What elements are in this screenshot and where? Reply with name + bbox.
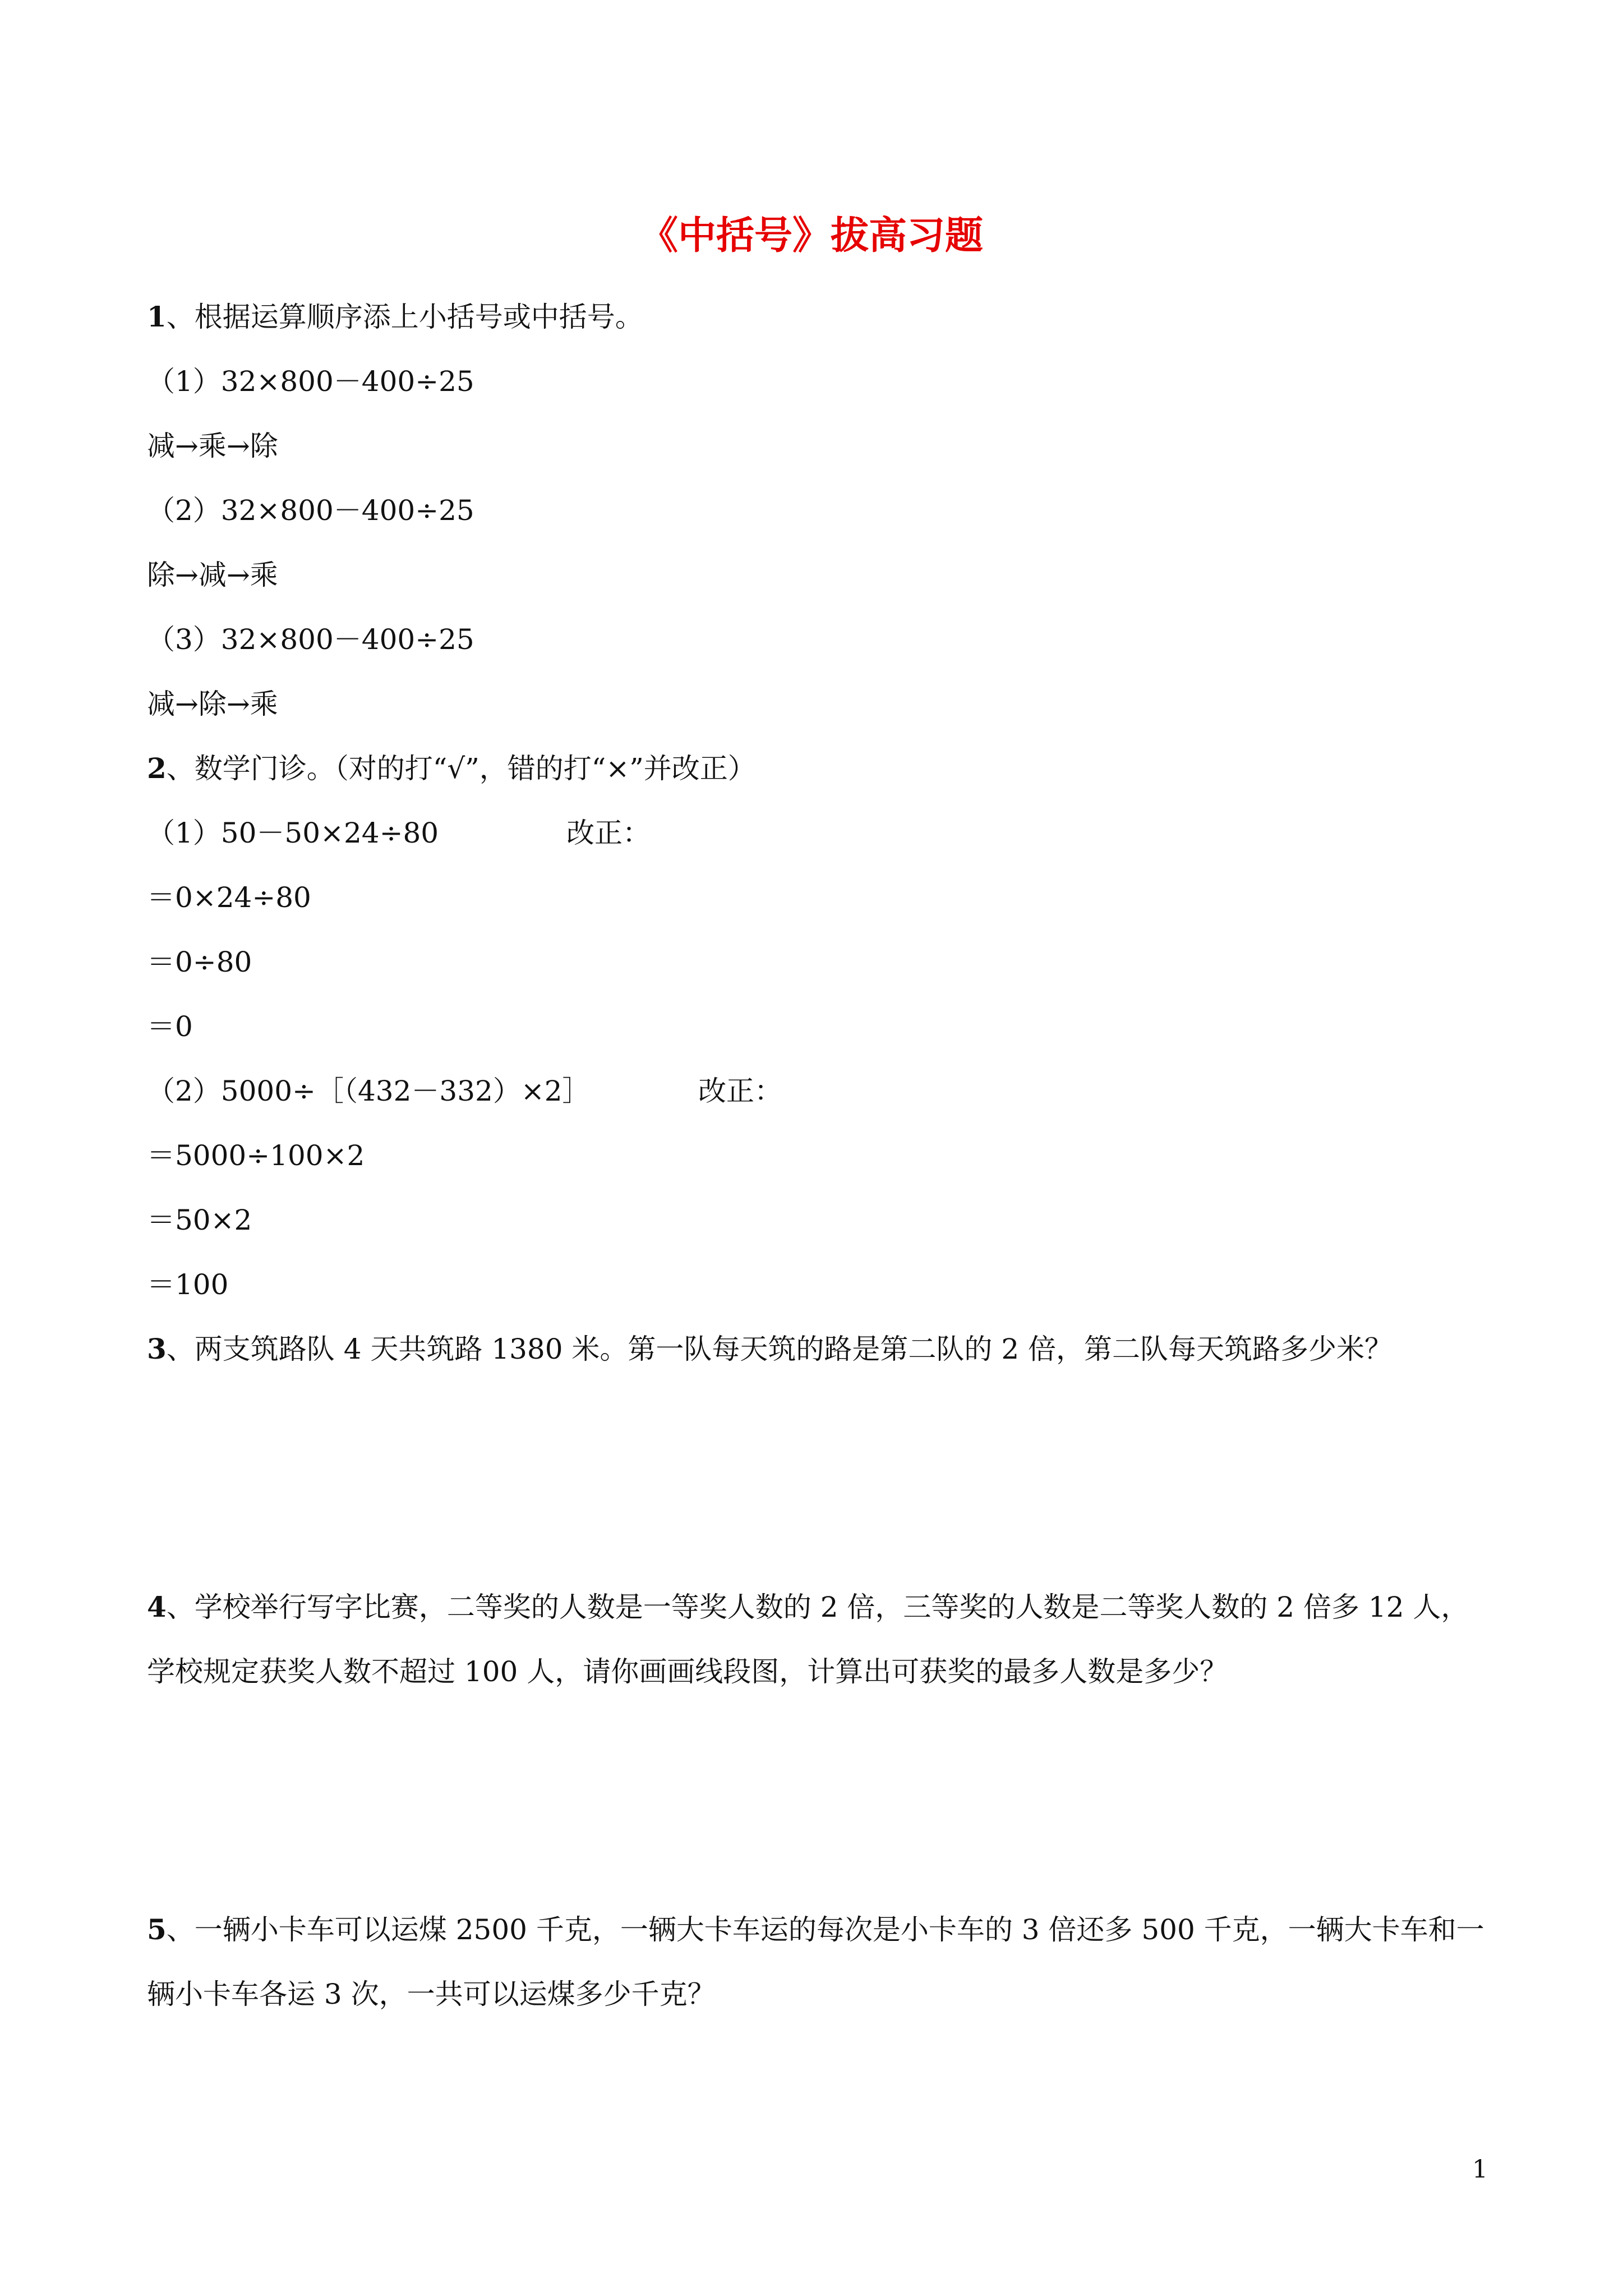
question-text: 、根据运算顺序添上小括号或中括号。: [166, 301, 643, 333]
q2-item-1-step-2: ＝0÷80: [147, 946, 252, 978]
q2-item-2-step-1: ＝5000÷100×2: [147, 1139, 365, 1172]
page-title: 《中括号》拔高习题: [639, 213, 983, 258]
question-5-line-2: 辆小卡车各运 3 次，一共可以运煤多少千克？: [147, 1978, 716, 2010]
q2-item-2-expression: （2）5000÷［（432－332）×2］: [147, 1075, 591, 1107]
question-1: [147, 300, 643, 334]
page-number: 1: [1472, 2155, 1488, 2184]
q1-item-3-order: 减→除→乘: [147, 688, 278, 720]
question-text: 、两支筑路队 4 天共筑路 1380 米。第一队每天筑的路是第二队的 2 倍，第二队每天筑路多少米？: [166, 1333, 1393, 1365]
q2-item-2-step-3: ＝100: [147, 1268, 229, 1301]
q2-item-1-correction-label: 改正：: [566, 817, 651, 849]
question-number: 2: [147, 752, 167, 785]
q1-item-3-expression: （3）32×800－400÷25: [147, 623, 474, 656]
q1-item-2-expression: （2）32×800－400÷25: [147, 494, 474, 527]
q2-item-1-expression: （1）50－50×24÷80: [147, 817, 439, 849]
q1-item-1-expression: （1）32×800－400÷25: [147, 365, 474, 398]
q2-item-2-step-2: ＝50×2: [147, 1204, 252, 1236]
q2-item-1-step-1: ＝0×24÷80: [147, 881, 311, 914]
question-5: [147, 1913, 1484, 1947]
q1-item-1-order: 减→乘→除: [147, 430, 278, 462]
question-number: 4: [147, 1590, 167, 1623]
q2-item-2-correction-label: 改正：: [698, 1075, 782, 1107]
question-4: [147, 1590, 1469, 1624]
question-2: [147, 752, 756, 785]
question-number: 3: [147, 1332, 167, 1365]
question-4-line-2: 学校规定获奖人数不超过 100 人，请你画画线段图，计算出可获奖的最多人数是多少？: [147, 1655, 1228, 1688]
question-text: 、数学门诊。（对的打“√”，错的打“×”并改正）: [166, 752, 756, 785]
question-text-line-1: 、学校举行写字比赛，二等奖的人数是一等奖人数的 2 倍，三等奖的人数是二等奖人数的 2 倍多 12 人，: [166, 1591, 1469, 1623]
question-number: 5: [147, 1913, 167, 1946]
question-number: 1: [147, 300, 167, 333]
q2-item-1-step-3: ＝0: [147, 1010, 193, 1043]
question-3: [147, 1332, 1393, 1366]
q1-item-2-order: 除→减→乘: [147, 559, 278, 591]
question-text-line-1: 、一辆小卡车可以运煤 2500 千克，一辆大卡车运的每次是小卡车的 3 倍还多 500 千克，一辆大卡车和一: [166, 1913, 1484, 1946]
